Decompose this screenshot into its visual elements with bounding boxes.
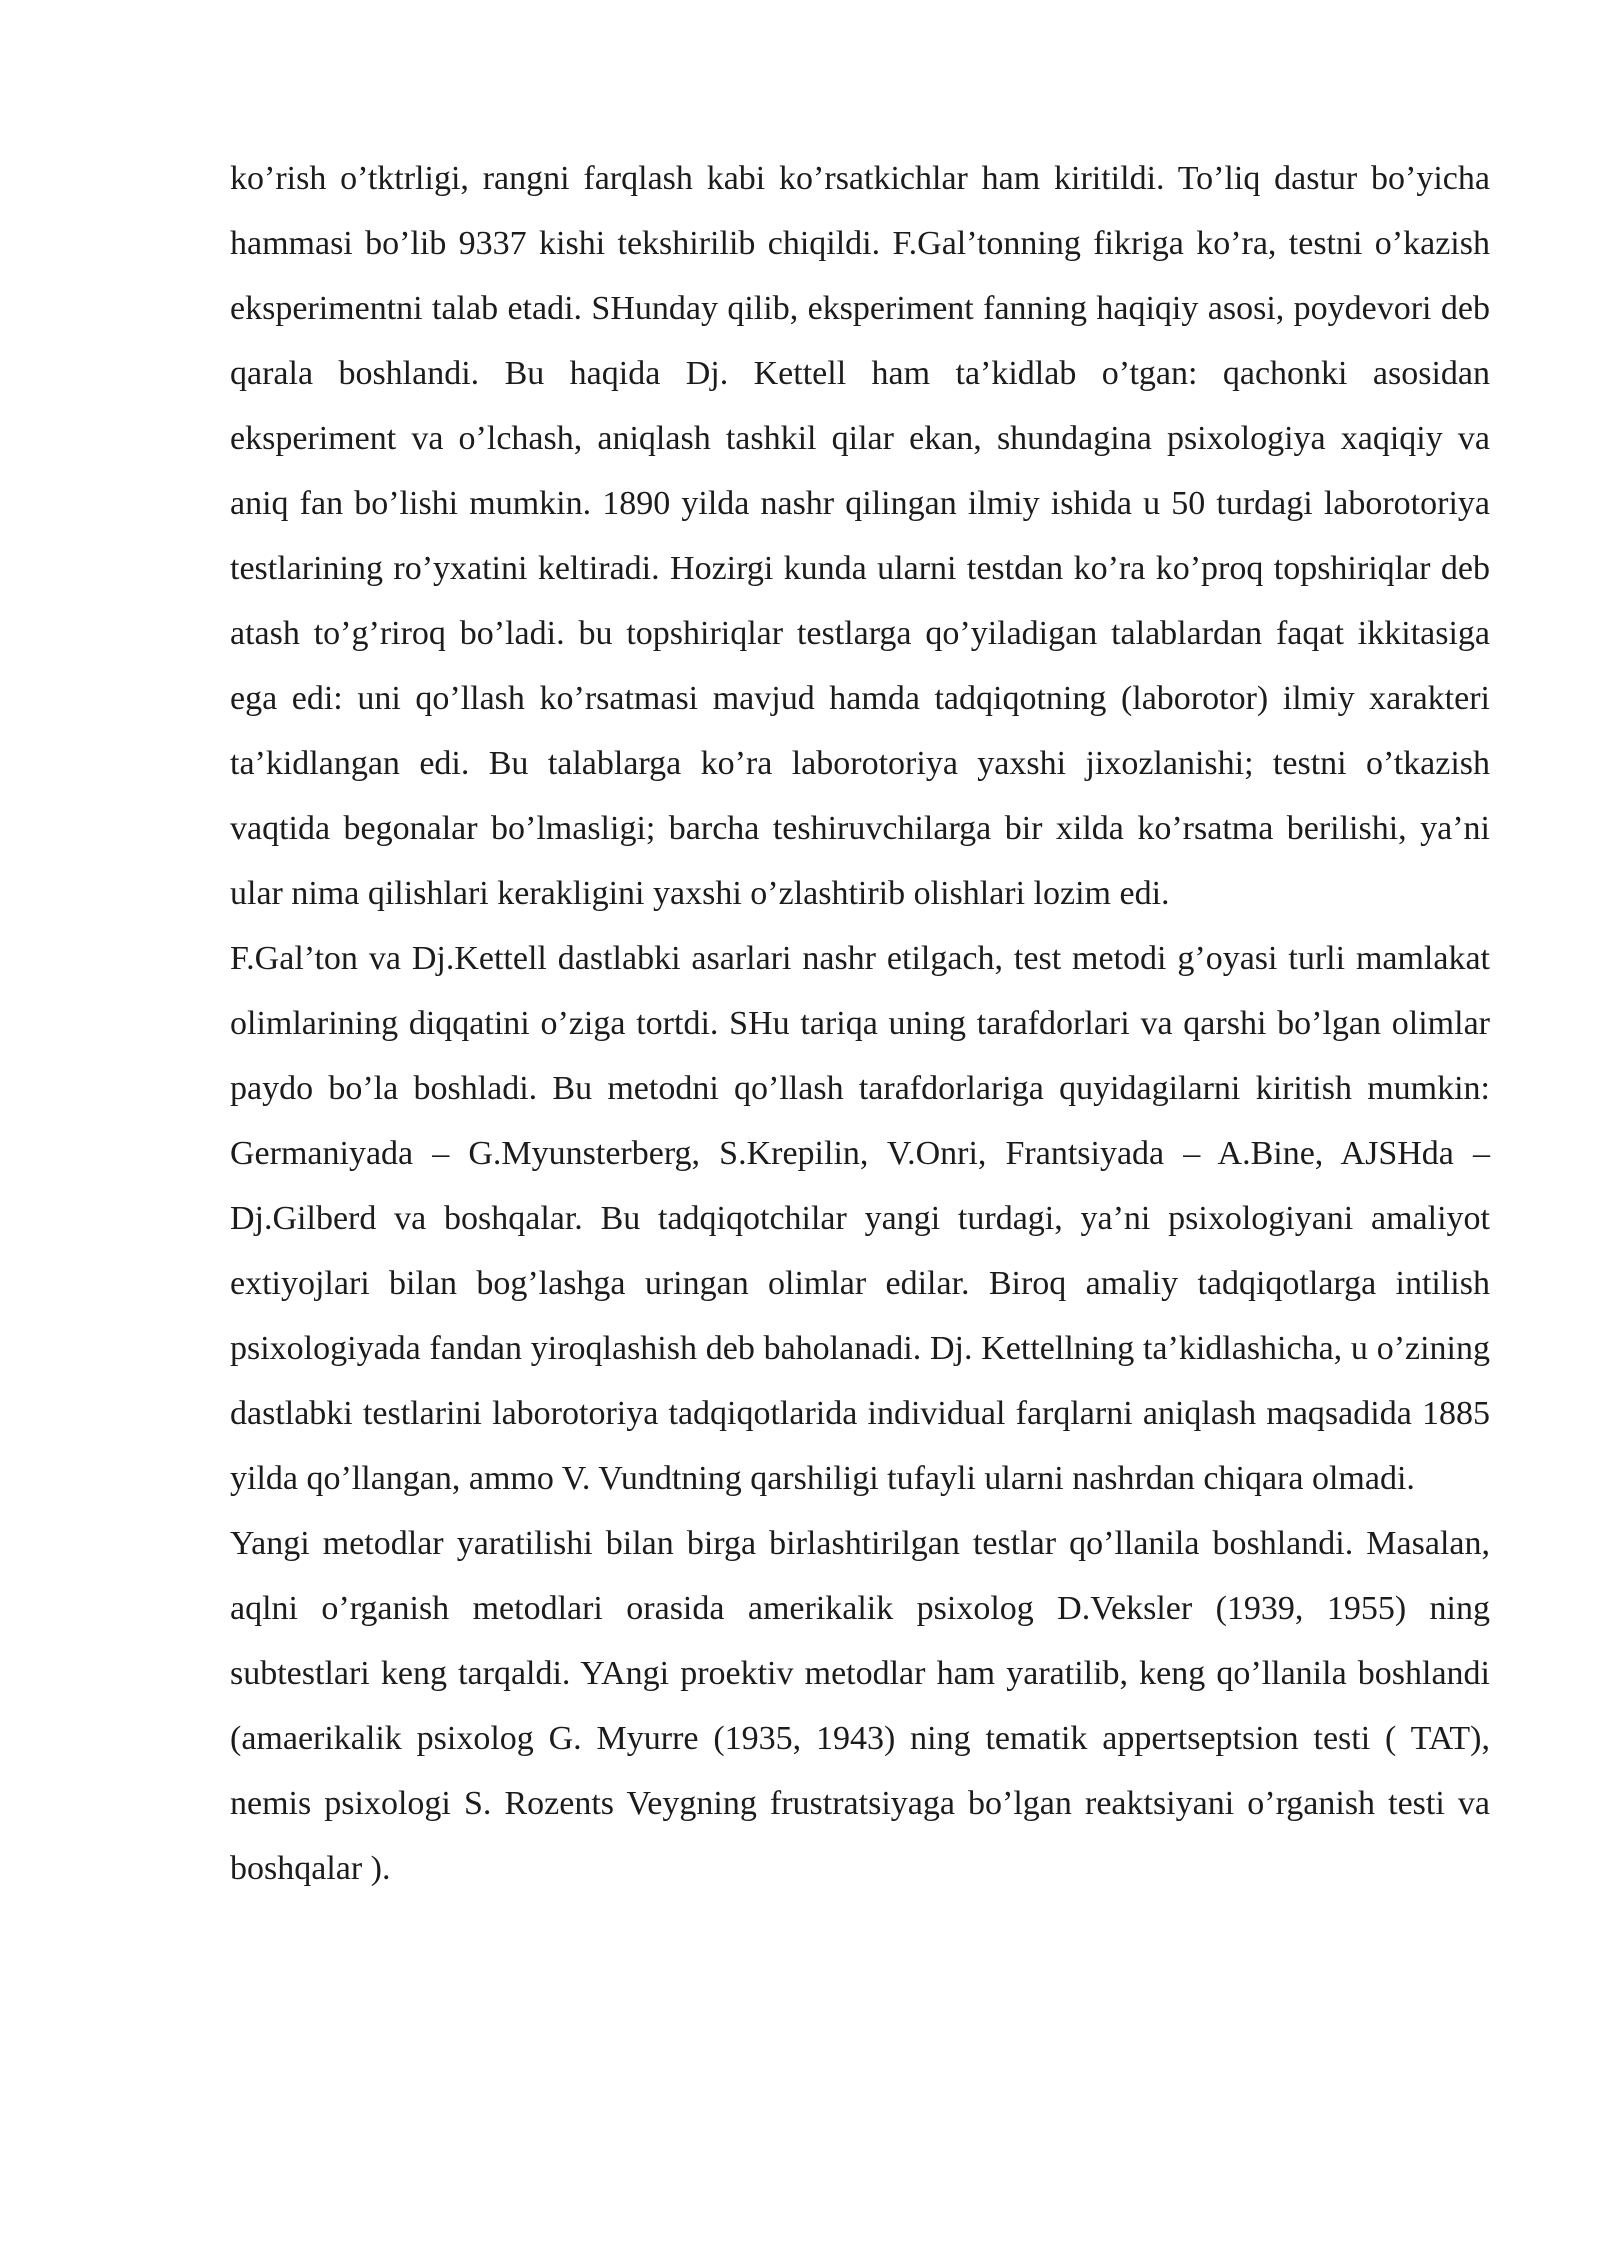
paragraph: Yangi metodlar yaratilishi bilan birga birlashtirilgan testlar qo’llanila boshlandi. Masalan, aqlni o’rganish metodlari orasida amerikalik psixolog D.Veksler (1939, 1955) ning subtestlari keng tarqaldi. YAngi proektiv metodlar ham yaratilib, keng qo’llanila boshlandi (amaerikalik psixolog G. Myurre (1935, 1943) ning tematik appertseptsion testi ( TAT), nemis psixologi S. Rozents Veygning frustratsiyaga bo’lgan reaktsiyani o’rganish testi va boshqalar ).: [230, 1525, 1490, 1887]
paragraph: ko’rish o’tktrligi, rangni farqlash kabi ko’rsatkichlar ham kiritildi. To’liq dastur bo’yicha hammasi bo’lib 9337 kishi tekshirilib chiqildi. F.Gal’tonning fikriga ko’ra, testni o’kazish eksperimentni talab etadi. SHunday qilib, eksperiment fanning haqiqiy asosi, poydevori deb qarala boshlandi. Bu haqida Dj. Kettell ham ta’kidlab o’tgan: qachonki asosidan eksperiment va o’lchash, aniqlash tashkil qilar ekan, shundagina psixologiya xaqiqiy va aniq fan bo’lishi mumkin. 1890 yilda nashr qilingan ilmiy ishida u 50 turdagi laborotoriya testlarining ro’yxatini keltiradi. Hozirgi kunda ularni testdan ko’ra ko’proq topshiriqlar deb atash to’g’riroq bo’ladi. bu topshiriqlar testlarga qo’yiladigan talablardan faqat ikkitasiga ega edi: uni qo’llash ko’rsatmasi mavjud hamda tadqiqotning (laborotor) ilmiy xarakteri ta’kidlangan edi. Bu talablarga ko’ra laborotoriya yaxshi jixozlanishi; testni o’tkazish vaqtida begonalar bo’lmasligi; barcha teshiruvchilarga bir xilda ko’rsatma berilishi, ya’ni ular nima qilishlari kerakligini yaxshi o’zlashtirib olishlari lozim edi.: [230, 160, 1490, 912]
paragraph: F.Gal’ton va Dj.Kettell dastlabki asarlari nashr etilgach, test metodi g’oyasi turli mamlakat olimlarining diqqatini o’ziga tortdi. SHu tariqa uning tarafdorlari va qarshi bo’lgan olimlar paydo bo’la boshladi. Bu metodni qo’llash tarafdorlariga quyidagilarni kiritish mumkin: Germaniyada – G.Myunsterberg, S.Krepilin, V.Onri, Frantsiyada – A.Bine, AJSHda – Dj.Gilberd va boshqalar. Bu tadqiqotchilar yangi turdagi, ya’ni psixologiyani amaliyot extiyojlari bilan bog’lashga uringan olimlar edilar. Biroq amaliy tadqiqotlarga intilish psixologiyada fandan yiroqlashish deb baholanadi. Dj. Kettellning ta’kidlashicha, u o’zining dastlabki testlarini laborotoriya tadqiqotlarida individual farqlarni aniqlash maqsadida 1885 yilda qo’llangan, ammo V. Vundtning qarshiligi tufayli ularni nashrdan chiqara olmadi.: [230, 940, 1490, 1497]
document-body: [230, 146, 1490, 1901]
